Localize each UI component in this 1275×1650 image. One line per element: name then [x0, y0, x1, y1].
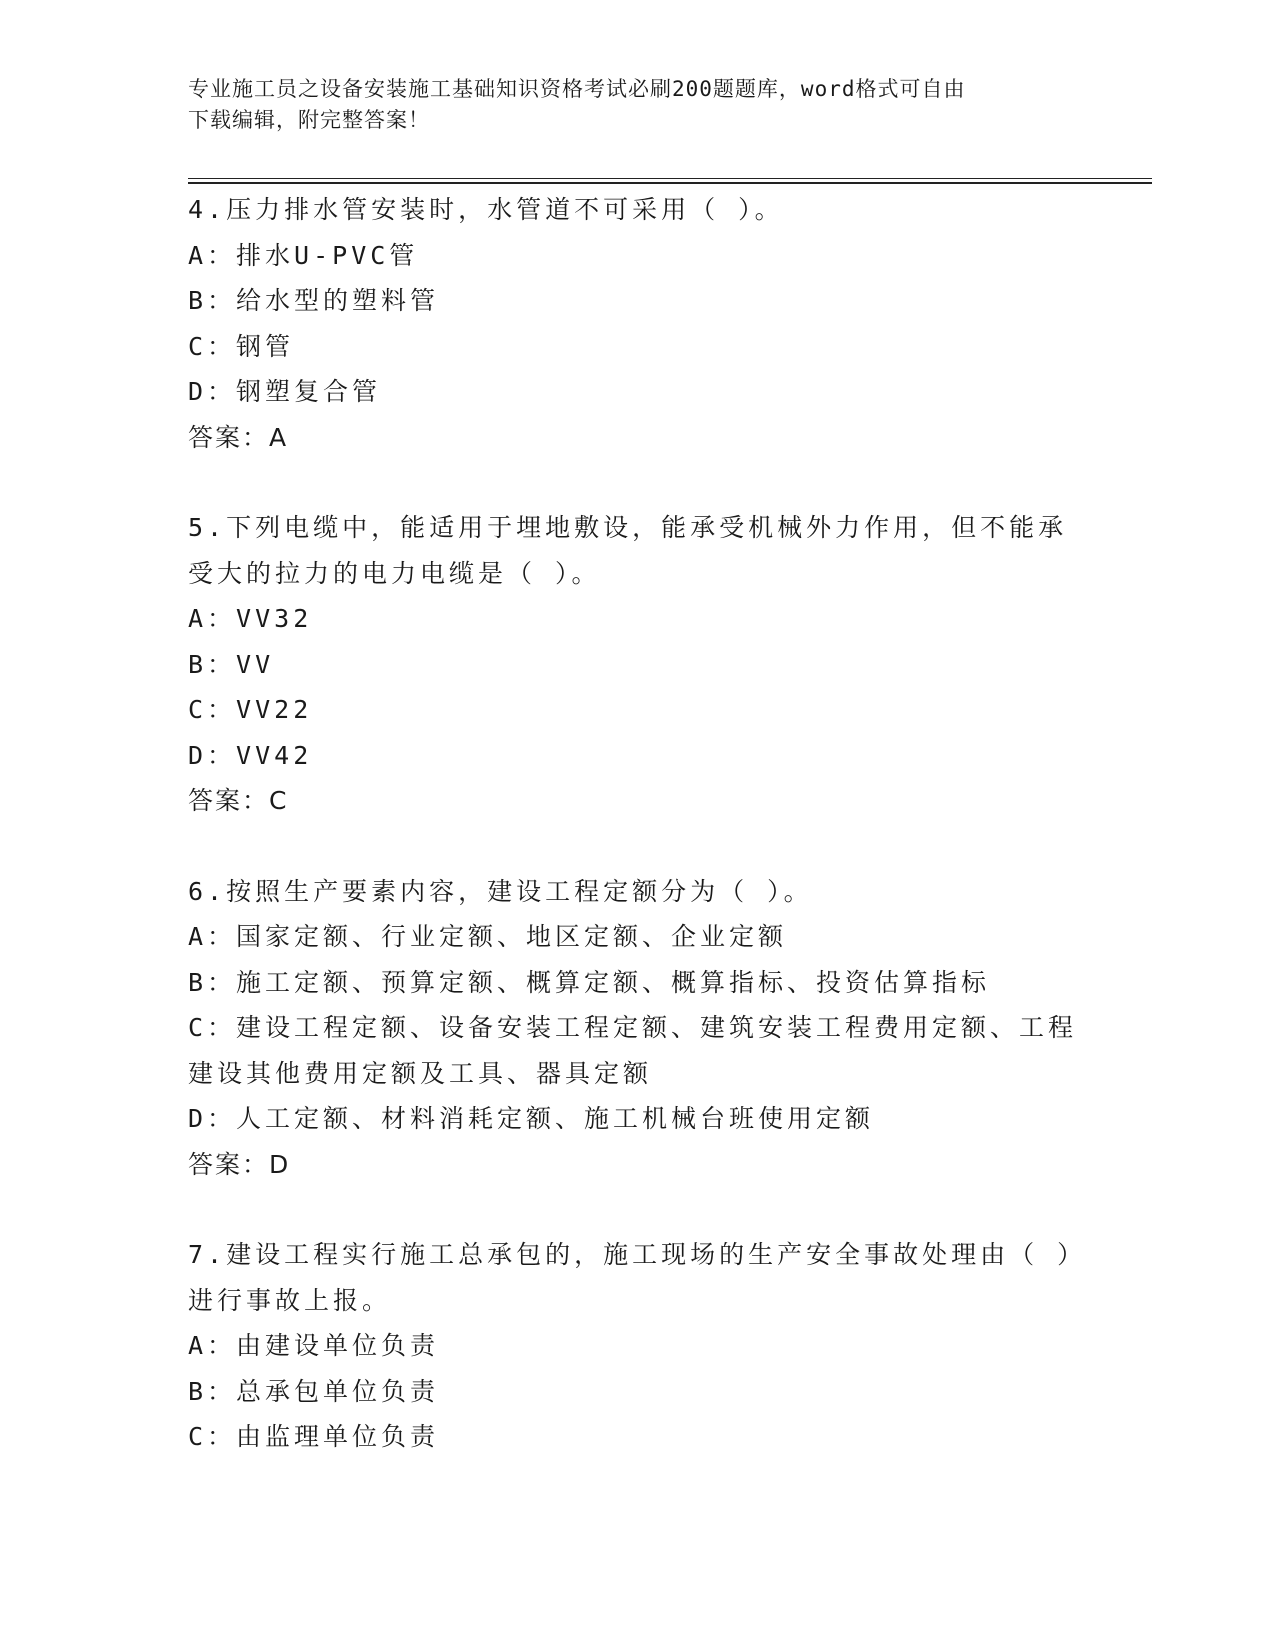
question-option: B：总承包单位负责	[188, 1376, 440, 1406]
answer-label: 答案：C	[188, 786, 289, 815]
question-option: D：钢塑复合管	[188, 377, 382, 406]
answer-label: 答案：A	[188, 422, 289, 452]
question-option: B：施工定额、预算定额、概算定额、概算指标、投资估算指标	[188, 967, 991, 997]
question-stem: 进行事故上报。	[188, 1285, 392, 1315]
question-option: A：VV32	[188, 604, 313, 633]
question-option: A：排水U-PVC管	[188, 240, 419, 270]
question-option: D：VV42	[188, 740, 313, 770]
question-option: D：人工定额、材料消耗定额、施工机械台班使用定额	[188, 1104, 875, 1133]
question-block	[188, 187, 1088, 460]
question-option: A：国家定额、行业定额、地区定额、企业定额	[188, 922, 788, 951]
question-stem: 6.按照生产要素内容，建设工程定额分为（ ）。	[188, 876, 813, 906]
question-stem: 4.压力排水管安装时，水管道不可采用（ ）。	[188, 195, 784, 224]
question-block	[188, 505, 1088, 824]
document-header	[188, 74, 1068, 136]
header-line-2: 下载编辑，附完整答案！	[188, 108, 430, 132]
question-stem: 5.下列电缆中，能适用于埋地敷设，能承受机械外力作用，但不能承	[188, 513, 1068, 542]
header-rule-thin	[188, 178, 1152, 179]
question-option: C：VV22	[188, 695, 313, 724]
question-stem: 7.建设工程实行施工总承包的，施工现场的生产安全事故处理由（ ）	[188, 1240, 1087, 1269]
question-option: C：由监理单位负责	[188, 1422, 440, 1451]
question-block	[188, 869, 1088, 1188]
question-stem: 受大的拉力的电力电缆是（ ）。	[188, 558, 601, 588]
question-block	[188, 1232, 1088, 1460]
answer-label: 答案：D	[188, 1149, 291, 1179]
header-rule-thick	[188, 182, 1152, 184]
question-option: 建设其他费用定额及工具、器具定额	[188, 1058, 653, 1088]
question-list	[188, 187, 1088, 1505]
header-line-1: 专业施工员之设备安装施工基础知识资格考试必刷200题题库，word格式可自由	[188, 77, 966, 101]
question-option: C：钢管	[188, 331, 295, 361]
question-option: B：VV	[188, 649, 275, 679]
question-option: A：由建设单位负责	[188, 1331, 440, 1360]
question-option: B：给水型的塑料管	[188, 286, 440, 315]
question-option: C：建设工程定额、设备安装工程定额、建筑安装工程费用定额、工程	[188, 1013, 1078, 1042]
